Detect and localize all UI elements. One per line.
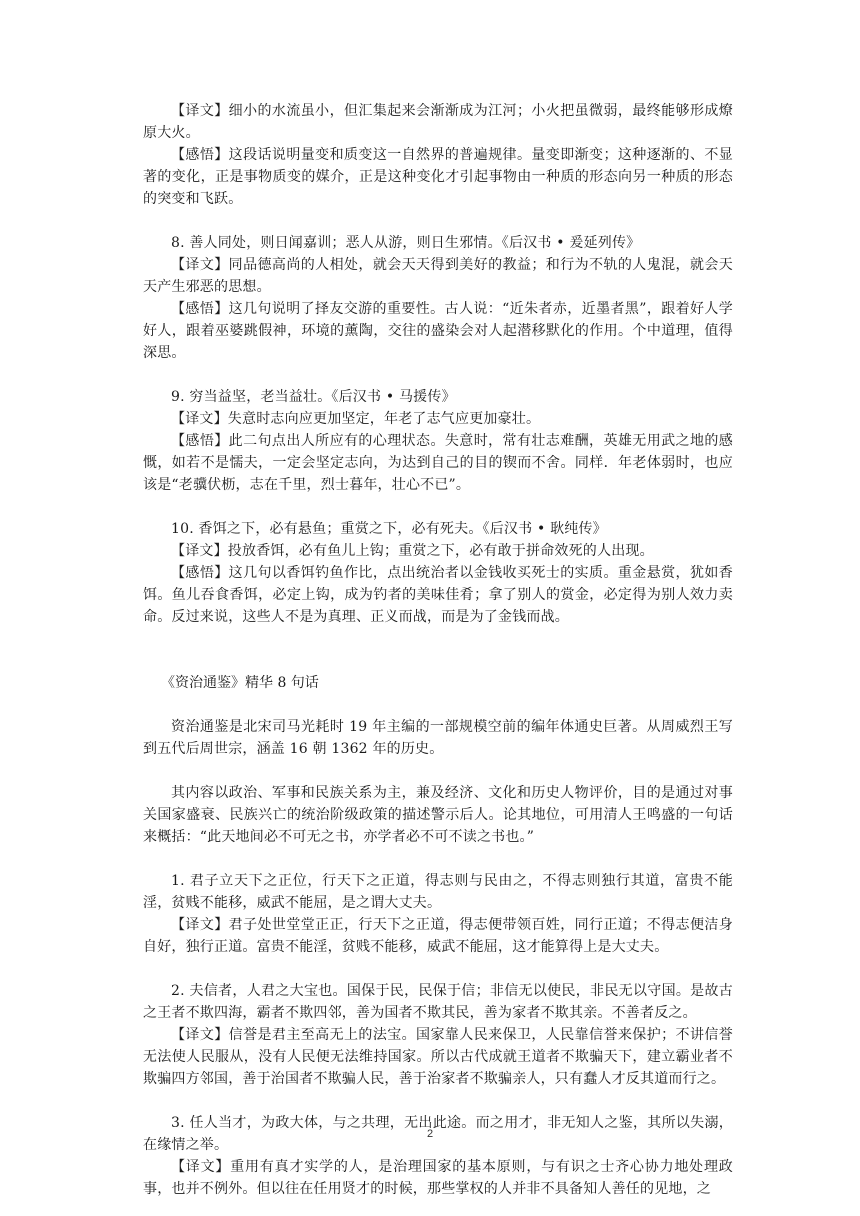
quote-heading: 3. 任人当才，为政大体，与之共理，无出此途。而之用才，非无知人之鉴，其所以失溺，在缘情之举。 [143, 1115, 733, 1153]
paragraph: 【译文】君子处世堂堂正正，行天下之正道，得志便带领百姓，同行正道；不得志便洁身自好，独行正道。富贵不能淫，贫贱不能移，威武不能屈，这才能算得上是大丈夫。 [143, 917, 733, 955]
paragraph: 【译文】同品德高尚的人相处，就会天天得到美好的教益；和行为不轨的人鬼混，就会天天产生邪恶的思想。 [143, 257, 733, 295]
paragraph: 其内容以政治、军事和民族关系为主，兼及经济、文化和历史人物评价，目的是通过对事关国家盛衰、民族兴亡的统治阶级政策的描述警示后人。论其地位，可用清人王鸣盛的一句话来概括：“此天地间必不可无之书，亦学者必不可不读之书也。” [143, 785, 733, 845]
page-number: 2 [426, 1128, 434, 1140]
quote-heading: 9. 穷当益坚，老当益壮。《后汉书 • 马援传》 [171, 389, 456, 405]
spacer [143, 1090, 733, 1112]
spacer [143, 364, 733, 386]
spacer [143, 760, 733, 782]
spacer [143, 210, 733, 232]
paragraph: 【感悟】此二句点出人所应有的心理状态。失意时，常有壮志难酬，英雄无用武之地的感慨，如若不是懦夫，一定会坚定志向，为达到自己的目的锲而不舍。同样．年老体弱时，也应该是“老骥伏枥，志在千里，烈士暮年，壮心不已”。 [143, 433, 733, 493]
quote-heading: 1. 君子立天下之正位，行天下之正道，得志则与民由之，不得志则独行其道，富贵不能淫，贫贱不能移，威武不能屈，是之谓大丈夫。 [143, 873, 733, 911]
spacer [143, 628, 733, 650]
paragraph: 【译文】信誉是君主至高无上的法宝。国家靠人民来保卫，人民靠信誉来保护；不讲信誉无法使人民服从，没有人民便无法维持国家。所以古代成就王道者不欺骗天下，建立霸业者不欺骗四方邻国，善于治国者不欺骗人民，善于治家者不欺骗亲人，只有蠢人才反其道而行之。 [143, 1027, 733, 1087]
section-title: 《资治通鉴》精华 8 句话 [161, 675, 319, 691]
paragraph: 【译文】失意时志向应更加坚定，年老了志气应更加豪壮。 [171, 411, 541, 427]
page-content [143, 100, 733, 1200]
paragraph: 【感悟】这段话说明量变和质变这一自然界的普遍规律。量变即渐变；这种逐渐的、不显著的变化，正是事物质变的媒介，正是这种变化才引起事物由一种质的形态向另一种质的形态的突变和飞跃。 [143, 147, 733, 207]
quote-heading: 8. 善人同处，则日闻嘉训；恶人从游，则日生邪情。《后汉书 • 爰延列传》 [171, 235, 641, 251]
paragraph: 【译文】投放香饵，必有鱼儿上钩；重赏之下，必有敢于拼命效死的人出现。 [171, 543, 654, 559]
spacer [143, 958, 733, 980]
paragraph: 【译文】重用有真才实学的人，是治理国家的基本原则，与有识之士齐心协力地处理政事，也并不例外。但以往在任用贤才的时候，那些掌权的人并非不具备知人善任的见地，之 [143, 1159, 733, 1197]
quote-heading: 2. 夫信者，人君之大宝也。国保于民，民保于信；非信无以使民，非民无以守国。是故古之王者不欺四海，霸者不欺四邻，善为国者不欺其民，善为家者不欺其亲。不善者反之。 [143, 983, 733, 1021]
quote-heading: 10. 香饵之下，必有悬鱼；重赏之下，必有死夫。《后汉书 • 耿纯传》 [171, 521, 607, 537]
spacer [143, 650, 733, 672]
spacer [143, 496, 733, 518]
paragraph: 【感悟】这几句以香饵钓鱼作比，点出统治者以金钱收买死士的实质。重金悬赏，犹如香饵。鱼儿吞食香饵，必定上钩，成为钓者的美味佳肴；拿了别人的赏金，必定得为别人效力卖命。反过来说，这些人不是为真理、正义而战，而是为了金钱而战。 [143, 565, 733, 625]
paragraph: 资治通鉴是北宋司马光耗时 19 年主编的一部规模空前的编年体通史巨著。从周威烈王写到五代后周世宗，涵盖 16 朝 1362 年的历史。 [143, 719, 733, 757]
paragraph: 【译文】细小的水流虽小，但汇集起来会渐渐成为江河；小火把虽微弱，最终能够形成燎原大火。 [143, 103, 733, 141]
paragraph: 【感悟】这几句说明了择友交游的重要性。古人说：“近朱者赤，近墨者黑”，跟着好人学好人，跟着巫婆跳假神，环境的薰陶，交往的盛染会对人起潜移默化的作用。个中道理，值得深思。 [143, 301, 733, 361]
spacer [143, 848, 733, 870]
spacer [143, 694, 733, 716]
